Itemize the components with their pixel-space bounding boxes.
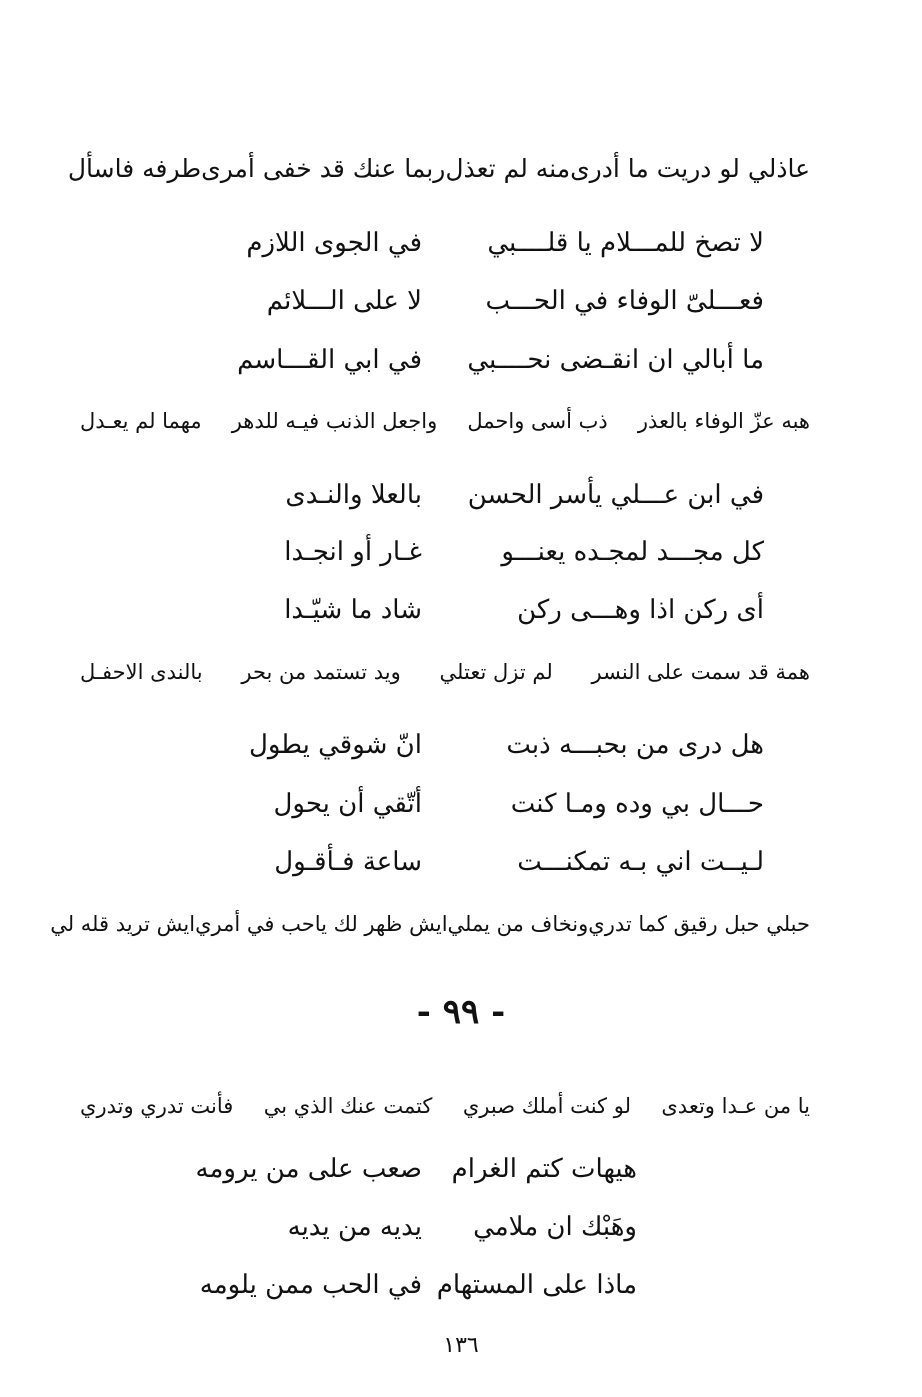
refrain-segment: ربما عنك قد خفى أمرى <box>201 154 446 183</box>
verse-first-hemistich: ما أبالي ان انقـضى نحــــبي <box>467 345 764 375</box>
refrain-segment: عاذلي لو دريت ما أدرى <box>570 154 810 183</box>
refrain-segment: فأنت تدري وتدري <box>80 1094 234 1118</box>
refrain-segment: هبه عزّ الوفاء بالعذر <box>637 409 810 433</box>
verse-first-hemistich: وهَبْك ان ملامي <box>473 1212 637 1242</box>
refrain-segment: ايش ظهر لك ياحب في أمري <box>195 912 448 936</box>
verse-second-hemistich: غـار أو انجـدا <box>284 537 422 567</box>
refrain-segment: ذب أسى واحمل <box>467 409 608 433</box>
verse-second-hemistich: صعب على من يرومه <box>195 1154 422 1184</box>
verse-first-hemistich: فعـــلىّ الوفاء في الحـــب <box>485 286 764 316</box>
refrain-segment: همة قد سمت على النسر <box>591 660 810 684</box>
refrain-segment: لو كنت أملك صبري <box>462 1094 631 1118</box>
refrain-line <box>67 152 810 186</box>
refrain-segment: حبلي حبل رقيق كما تدري <box>588 912 810 936</box>
refrain-line <box>80 404 810 438</box>
verse-second-hemistich: لا على الـــلائم <box>266 286 422 316</box>
refrain-segment: واجعل الذنب فيـه للدهر <box>231 409 438 433</box>
refrain-segment: لم تزل تعتلي <box>439 660 553 684</box>
verse-first-hemistich: لا تصخ للمـــلام يا قلــــبي <box>487 228 764 258</box>
verse-first-hemistich: كل مجـــد لمجـده يعنـــو <box>501 537 764 567</box>
refrain-segment: ونخاف من يملي <box>447 912 589 936</box>
verse-first-hemistich: حـــال بي وده ومـا كنت <box>510 789 764 819</box>
verse-first-hemistich: أى ركن اذا وهـــى ركن <box>517 595 764 625</box>
verse-first-hemistich: هيهات كتم الغرام <box>451 1154 637 1184</box>
verse-second-hemistich: في الحب ممن يلومه <box>199 1270 422 1300</box>
verse-second-hemistich: أتّقي أن يحول <box>273 789 422 819</box>
refrain-line <box>50 907 810 941</box>
refrain-segment: بالندى الاحفـل <box>80 660 203 684</box>
verse-first-hemistich: ماذا على المستهام <box>436 1270 637 1300</box>
verse-second-hemistich: في الجوى اللازم <box>246 228 422 258</box>
refrain-line <box>80 1089 810 1123</box>
refrain-line <box>80 655 810 689</box>
refrain-segment: منه لم تعذل <box>445 154 571 183</box>
refrain-segment: يا من عـدا وتعدى <box>661 1094 810 1118</box>
refrain-segment: كتمت عنك الذي بي <box>263 1094 433 1118</box>
page-number: ١٣٦ <box>443 1333 479 1358</box>
verse-second-hemistich: في ابي القـــاسم <box>237 345 422 375</box>
poem-number: - ٩٩ - <box>416 992 506 1032</box>
refrain-segment: ايش تريد قله لي <box>50 912 196 936</box>
verse-second-hemistich: شاد ما شيّـدا <box>284 595 422 625</box>
verse-second-hemistich: ساعة فـأقـول <box>274 847 422 877</box>
verse-first-hemistich: لـيــت اني بـه تمكنـــت <box>517 847 764 877</box>
refrain-segment: طرفه فاسأل <box>67 154 202 183</box>
verse-first-hemistich: هل درى من بحبـــه ذبت <box>506 730 764 760</box>
verse-second-hemistich: بالعلا والنـدى <box>285 480 422 510</box>
verse-second-hemistich: انّ شوقي يطول <box>248 730 422 760</box>
verse-first-hemistich: في ابن عـــلي يأسر الحسن <box>467 480 764 510</box>
refrain-segment: ويد تستمد من بحر <box>241 660 401 684</box>
verse-second-hemistich: يديه من يديه <box>287 1212 422 1242</box>
refrain-segment: مهما لم يعـدل <box>80 409 202 433</box>
